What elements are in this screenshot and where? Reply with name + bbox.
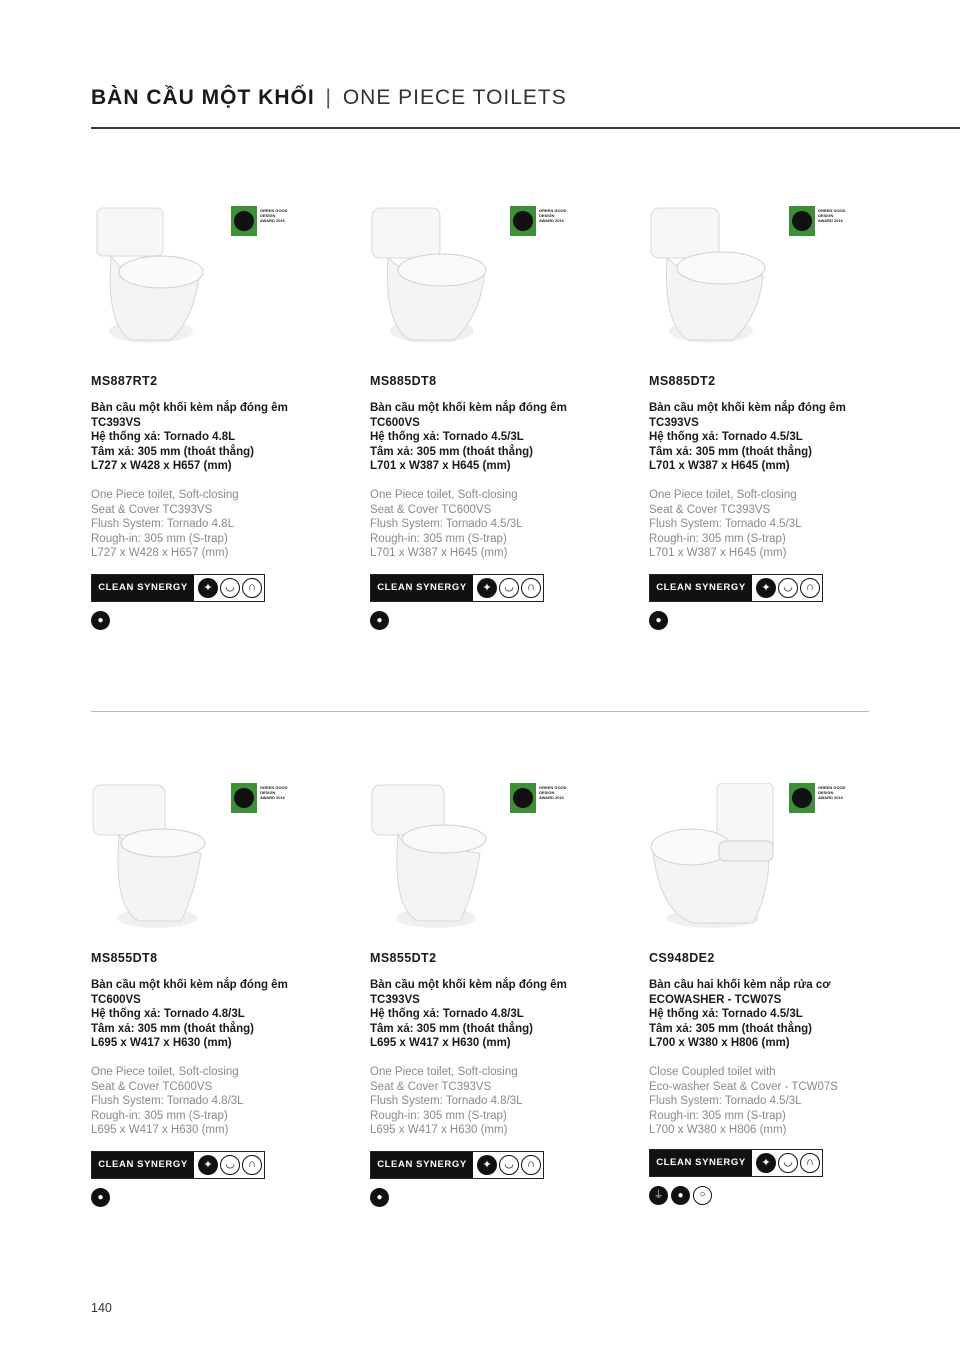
power-plug-icon: ⏚ <box>649 1186 668 1205</box>
clean-synergy-label: CLEAN SYNERGY <box>371 1152 473 1178</box>
spray-clean-icon: ∩ <box>242 578 262 598</box>
green-good-design-award-badge: GREEN GOOD DESIGN AWARD 2016 <box>789 783 845 813</box>
product-description-vi: Bàn cầu một khối kèm nắp đóng êm TC600VS Hệ thống xả: Tornado 4.5/3L Tâm xả: 305 mm (thoát thẳng) L701 x W387 x H645 (mm) <box>370 402 567 473</box>
product-card <box>649 206 889 646</box>
spray-clean-icon: ∩ <box>521 578 541 598</box>
product-description-vi: Bàn cầu hai khối kèm nắp rửa cơ ECOWASHER - TCW07S Hệ thống xả: Tornado 4.5/3L Tâm xả: 305 mm (thoát thẳng) L700 x W380 x H806 (mm) <box>649 979 831 1050</box>
product-description-en: One Piece toilet, Soft-closing Seat & Cover TC600VS Flush System: Tornado 4.8/3L Rough-in: 305 mm (S-trap) L695 x W417 x H630 (mm) <box>91 1066 244 1137</box>
clean-synergy-label: CLEAN SYNERGY <box>650 575 752 601</box>
product-description-en: One Piece toilet, Soft-closing Seat & Cover TC393VS Flush System: Tornado 4.8L Rough-in: 305 mm (S-trap) L727 x W428 x H657 (mm) <box>91 489 239 560</box>
one-piece-toilet-image <box>91 206 221 356</box>
product-card <box>370 206 610 646</box>
award-logo-icon <box>513 211 533 231</box>
product-image <box>370 783 590 938</box>
bowl-clean-icon: ◡ <box>778 1153 798 1173</box>
product-image <box>370 206 590 361</box>
product-image <box>649 783 869 938</box>
title-divider <box>91 127 960 129</box>
product-description-vi: Bàn cầu một khối kèm nắp đóng êm TC393VS Hệ thống xả: Tornado 4.5/3L Tâm xả: 305 mm (thoát thẳng) L701 x W387 x H645 (mm) <box>649 402 846 473</box>
clean-synergy-bar <box>370 574 544 602</box>
clean-synergy-label: CLEAN SYNERGY <box>92 575 194 601</box>
bowl-clean-icon: ◡ <box>499 1155 519 1175</box>
product-model: CS948DE2 <box>649 951 715 965</box>
one-piece-toilet-image <box>649 206 779 356</box>
product-description-vi: Bàn cầu một khối kèm nắp đóng êm TC393VS Hệ thống xả: Tornado 4.8/3L Tâm xả: 305 mm (thoát thẳng) L695 x W417 x H630 (mm) <box>370 979 567 1050</box>
product-model: MS855DT2 <box>370 951 437 965</box>
clean-synergy-bar <box>91 574 265 602</box>
water-drop-icon: ● <box>649 611 668 630</box>
spray-clean-icon: ∩ <box>242 1155 262 1175</box>
product-image <box>649 206 869 361</box>
product-image <box>91 783 311 938</box>
clean-synergy-bar <box>649 1149 823 1177</box>
green-good-design-award-badge: GREEN GOOD DESIGN AWARD 2016 <box>231 206 287 236</box>
sparkle-clean-icon: ✦ <box>756 1153 776 1173</box>
clean-synergy-bar <box>370 1151 544 1179</box>
one-piece-toilet-image <box>91 783 221 933</box>
ring-icon: ○ <box>693 1186 712 1205</box>
page-title-en: ONE PIECE TOILETS <box>342 86 567 109</box>
product-image <box>91 206 311 361</box>
one-piece-toilet-image <box>370 783 500 933</box>
clean-synergy-label: CLEAN SYNERGY <box>92 1152 194 1178</box>
product-card <box>649 783 889 1223</box>
water-drop-icon: ● <box>91 1188 110 1207</box>
product-description-vi: Bàn cầu một khối kèm nắp đóng êm TC600VS Hệ thống xả: Tornado 4.8/3L Tâm xả: 305 mm (thoát thẳng) L695 x W417 x H630 (mm) <box>91 979 288 1050</box>
product-model: MS885DT8 <box>370 374 437 388</box>
award-logo-icon <box>792 788 812 808</box>
award-logo-icon <box>792 211 812 231</box>
product-card <box>370 783 610 1223</box>
bowl-clean-icon: ◡ <box>778 578 798 598</box>
sparkle-clean-icon: ✦ <box>198 578 218 598</box>
sparkle-clean-icon: ✦ <box>477 578 497 598</box>
clean-synergy-bar <box>649 574 823 602</box>
green-good-design-award-badge: GREEN GOOD DESIGN AWARD 2016 <box>231 783 287 813</box>
row-divider <box>91 711 869 712</box>
product-card <box>91 783 331 1223</box>
product-model: MS887RT2 <box>91 374 158 388</box>
bowl-clean-icon: ◡ <box>220 578 240 598</box>
green-good-design-award-badge: GREEN GOOD DESIGN AWARD 2016 <box>789 206 845 236</box>
clean-synergy-label: CLEAN SYNERGY <box>371 575 473 601</box>
award-logo-icon <box>513 788 533 808</box>
page-title-separator: | <box>325 86 332 109</box>
green-good-design-award-badge: GREEN GOOD DESIGN AWARD 2016 <box>510 783 566 813</box>
water-drop-icon: ● <box>370 611 389 630</box>
page-number: 140 <box>91 1301 112 1315</box>
product-description-en: Close Coupled toilet with Eco-washer Seat & Cover - TCW07S Flush System: Tornado 4.5/3L Rough-in: 305 mm (S-trap) L700 x W380 x H806 (mm) <box>649 1066 838 1137</box>
bowl-clean-icon: ◡ <box>499 578 519 598</box>
product-description-vi: Bàn cầu một khối kèm nắp đóng êm TC393VS Hệ thống xả: Tornado 4.8L Tâm xả: 305 mm (thoát thẳng) L727 x W428 x H657 (mm) <box>91 402 288 473</box>
product-model: MS885DT2 <box>649 374 716 388</box>
sparkle-clean-icon: ✦ <box>756 578 776 598</box>
product-card <box>91 206 331 646</box>
product-description-en: One Piece toilet, Soft-closing Seat & Cover TC600VS Flush System: Tornado 4.5/3L Rough-in: 305 mm (S-trap) L701 x W387 x H645 (mm) <box>370 489 523 560</box>
product-model: MS855DT8 <box>91 951 158 965</box>
green-good-design-award-badge: GREEN GOOD DESIGN AWARD 2016 <box>510 206 566 236</box>
one-piece-toilet-image <box>370 206 500 356</box>
water-drop-icon: ● <box>671 1186 690 1205</box>
water-drop-icon: ● <box>91 611 110 630</box>
bowl-clean-icon: ◡ <box>220 1155 240 1175</box>
clean-synergy-label: CLEAN SYNERGY <box>650 1150 752 1176</box>
spray-clean-icon: ∩ <box>521 1155 541 1175</box>
sparkle-clean-icon: ✦ <box>198 1155 218 1175</box>
page-title <box>91 86 567 110</box>
close-coupled-toilet-image <box>649 783 779 933</box>
clean-synergy-bar <box>91 1151 265 1179</box>
award-logo-icon <box>234 788 254 808</box>
product-description-en: One Piece toilet, Soft-closing Seat & Cover TC393VS Flush System: Tornado 4.8/3L Rough-in: 305 mm (S-trap) L695 x W417 x H630 (mm) <box>370 1066 523 1137</box>
page-title-vi: BÀN CẦU MỘT KHỐI <box>91 86 315 109</box>
water-drop-icon: ● <box>370 1188 389 1207</box>
spray-clean-icon: ∩ <box>800 1153 820 1173</box>
sparkle-clean-icon: ✦ <box>477 1155 497 1175</box>
product-description-en: One Piece toilet, Soft-closing Seat & Cover TC393VS Flush System: Tornado 4.5/3L Rough-in: 305 mm (S-trap) L701 x W387 x H645 (mm) <box>649 489 802 560</box>
spray-clean-icon: ∩ <box>800 578 820 598</box>
award-logo-icon <box>234 211 254 231</box>
